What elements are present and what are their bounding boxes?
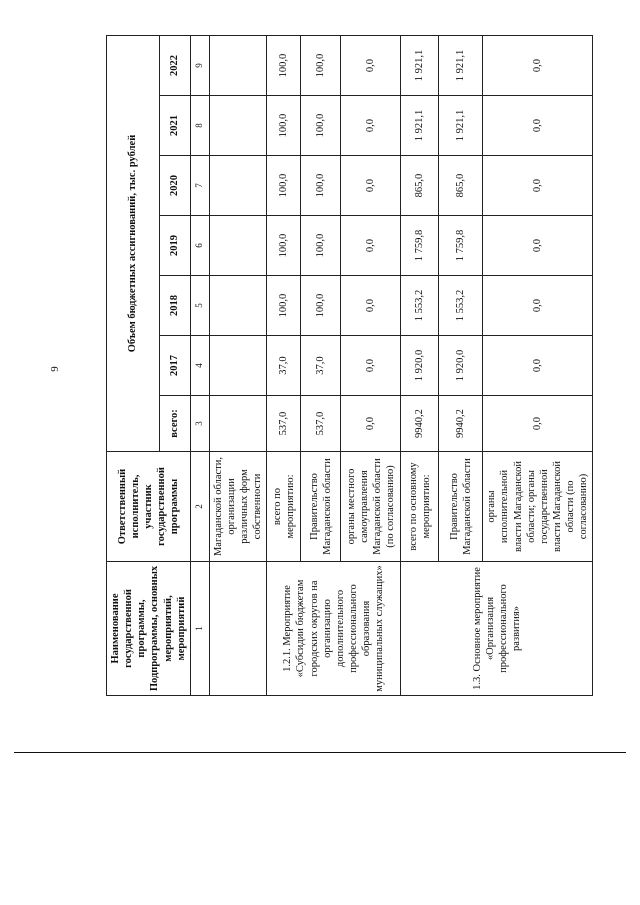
value-cell: 865,0 — [401, 156, 439, 216]
value-cell: 1 921,1 — [439, 96, 483, 156]
col-number: 2 — [190, 452, 209, 562]
executor-cell: органы исполнительной власти Магаданской области; органы государственной власти Магаданской области (по согласованию) — [483, 452, 593, 562]
value-cell: 100,0 — [301, 36, 341, 96]
header-year-2022: 2022 — [160, 36, 191, 96]
continuation-name-cell — [209, 562, 267, 696]
value-cell: 537,0 — [267, 396, 301, 452]
header-total: всего: — [160, 396, 191, 452]
empty-cell — [209, 36, 267, 96]
value-cell: 1 553,2 — [439, 276, 483, 336]
value-cell: 1 759,8 — [401, 216, 439, 276]
executor-cell: всего по основному мероприятию: — [401, 452, 439, 562]
value-cell: 100,0 — [267, 276, 301, 336]
value-cell: 1 921,1 — [439, 36, 483, 96]
header-year-2019: 2019 — [160, 216, 191, 276]
value-cell: 0,0 — [483, 156, 593, 216]
value-cell: 100,0 — [267, 216, 301, 276]
header-year-2021: 2021 — [160, 96, 191, 156]
value-cell: 0,0 — [483, 36, 593, 96]
continuation-executor: Магаданской области, организации различных форм собственности — [209, 452, 267, 562]
measure-name: 1.2.1. Мероприятие «Субсидии бюджетам городских округов на организацию дополнительного профессионального образования муниципальных служащих» — [267, 562, 401, 696]
value-cell: 9940,2 — [401, 396, 439, 452]
value-cell: 100,0 — [267, 96, 301, 156]
value-cell: 1 921,1 — [401, 96, 439, 156]
header-year-2020: 2020 — [160, 156, 191, 216]
value-cell: 0,0 — [341, 156, 401, 216]
col-number: 6 — [190, 216, 209, 276]
value-cell: 9940,2 — [439, 396, 483, 452]
value-cell: 100,0 — [301, 96, 341, 156]
value-cell: 1 921,1 — [401, 36, 439, 96]
value-cell: 1 759,8 — [439, 216, 483, 276]
col-number: 3 — [190, 396, 209, 452]
value-cell: 0,0 — [341, 96, 401, 156]
value-cell: 1 920,0 — [439, 336, 483, 396]
rotated-table-wrapper — [106, 36, 590, 696]
table-row — [267, 36, 301, 696]
value-cell: 0,0 — [483, 96, 593, 156]
executor-cell: Правительство Магаданской области — [301, 452, 341, 562]
measure-name: 1.3. Основное мероприятие «Организация профессионального развития» — [401, 562, 593, 696]
empty-cell — [209, 336, 267, 396]
header-budget: Объем бюджетных ассигнований, тыс. рублей — [107, 36, 160, 452]
value-cell: 1 553,2 — [401, 276, 439, 336]
column-number-row — [190, 36, 209, 696]
value-cell: 0,0 — [341, 276, 401, 336]
value-cell: 37,0 — [301, 336, 341, 396]
value-cell: 537,0 — [301, 396, 341, 452]
header-name: Наименование государственной программы, Подпрограммы, основных мероприятий, мероприятий — [107, 562, 191, 696]
value-cell: 0,0 — [341, 396, 401, 452]
value-cell: 0,0 — [483, 336, 593, 396]
value-cell: 0,0 — [483, 276, 593, 336]
value-cell: 100,0 — [301, 276, 341, 336]
value-cell: 100,0 — [301, 216, 341, 276]
value-cell: 0,0 — [341, 336, 401, 396]
executor-cell: всего по мероприятию: — [267, 452, 301, 562]
empty-cell — [209, 276, 267, 336]
header-year-2017: 2017 — [160, 336, 191, 396]
empty-cell — [209, 156, 267, 216]
value-cell: 0,0 — [341, 36, 401, 96]
col-number: 7 — [190, 156, 209, 216]
executor-cell: Правительство Магаданской области — [439, 452, 483, 562]
value-cell: 0,0 — [341, 216, 401, 276]
value-cell: 100,0 — [267, 156, 301, 216]
col-number: 9 — [190, 36, 209, 96]
empty-cell — [209, 396, 267, 452]
value-cell: 1 920,0 — [401, 336, 439, 396]
header-row-1 — [107, 36, 160, 696]
value-cell: 100,0 — [301, 156, 341, 216]
col-number: 5 — [190, 276, 209, 336]
executor-cell: органы местного самоуправления Магаданской области (по согласованию) — [341, 452, 401, 562]
header-executor: Ответственный исполнитель, участник государственной программы — [107, 452, 191, 562]
budget-table — [106, 35, 593, 696]
continuation-row — [209, 36, 267, 696]
value-cell: 0,0 — [483, 396, 593, 452]
empty-cell — [209, 96, 267, 156]
value-cell: 865,0 — [439, 156, 483, 216]
header-year-2018: 2018 — [160, 276, 191, 336]
empty-cell — [209, 216, 267, 276]
col-number: 1 — [190, 562, 209, 696]
col-number: 4 — [190, 336, 209, 396]
value-cell: 0,0 — [483, 216, 593, 276]
value-cell: 100,0 — [267, 36, 301, 96]
table-row — [401, 36, 439, 696]
col-number: 8 — [190, 96, 209, 156]
value-cell: 37,0 — [267, 336, 301, 396]
horizontal-divider — [14, 752, 626, 753]
page-number: 9 — [49, 366, 61, 372]
